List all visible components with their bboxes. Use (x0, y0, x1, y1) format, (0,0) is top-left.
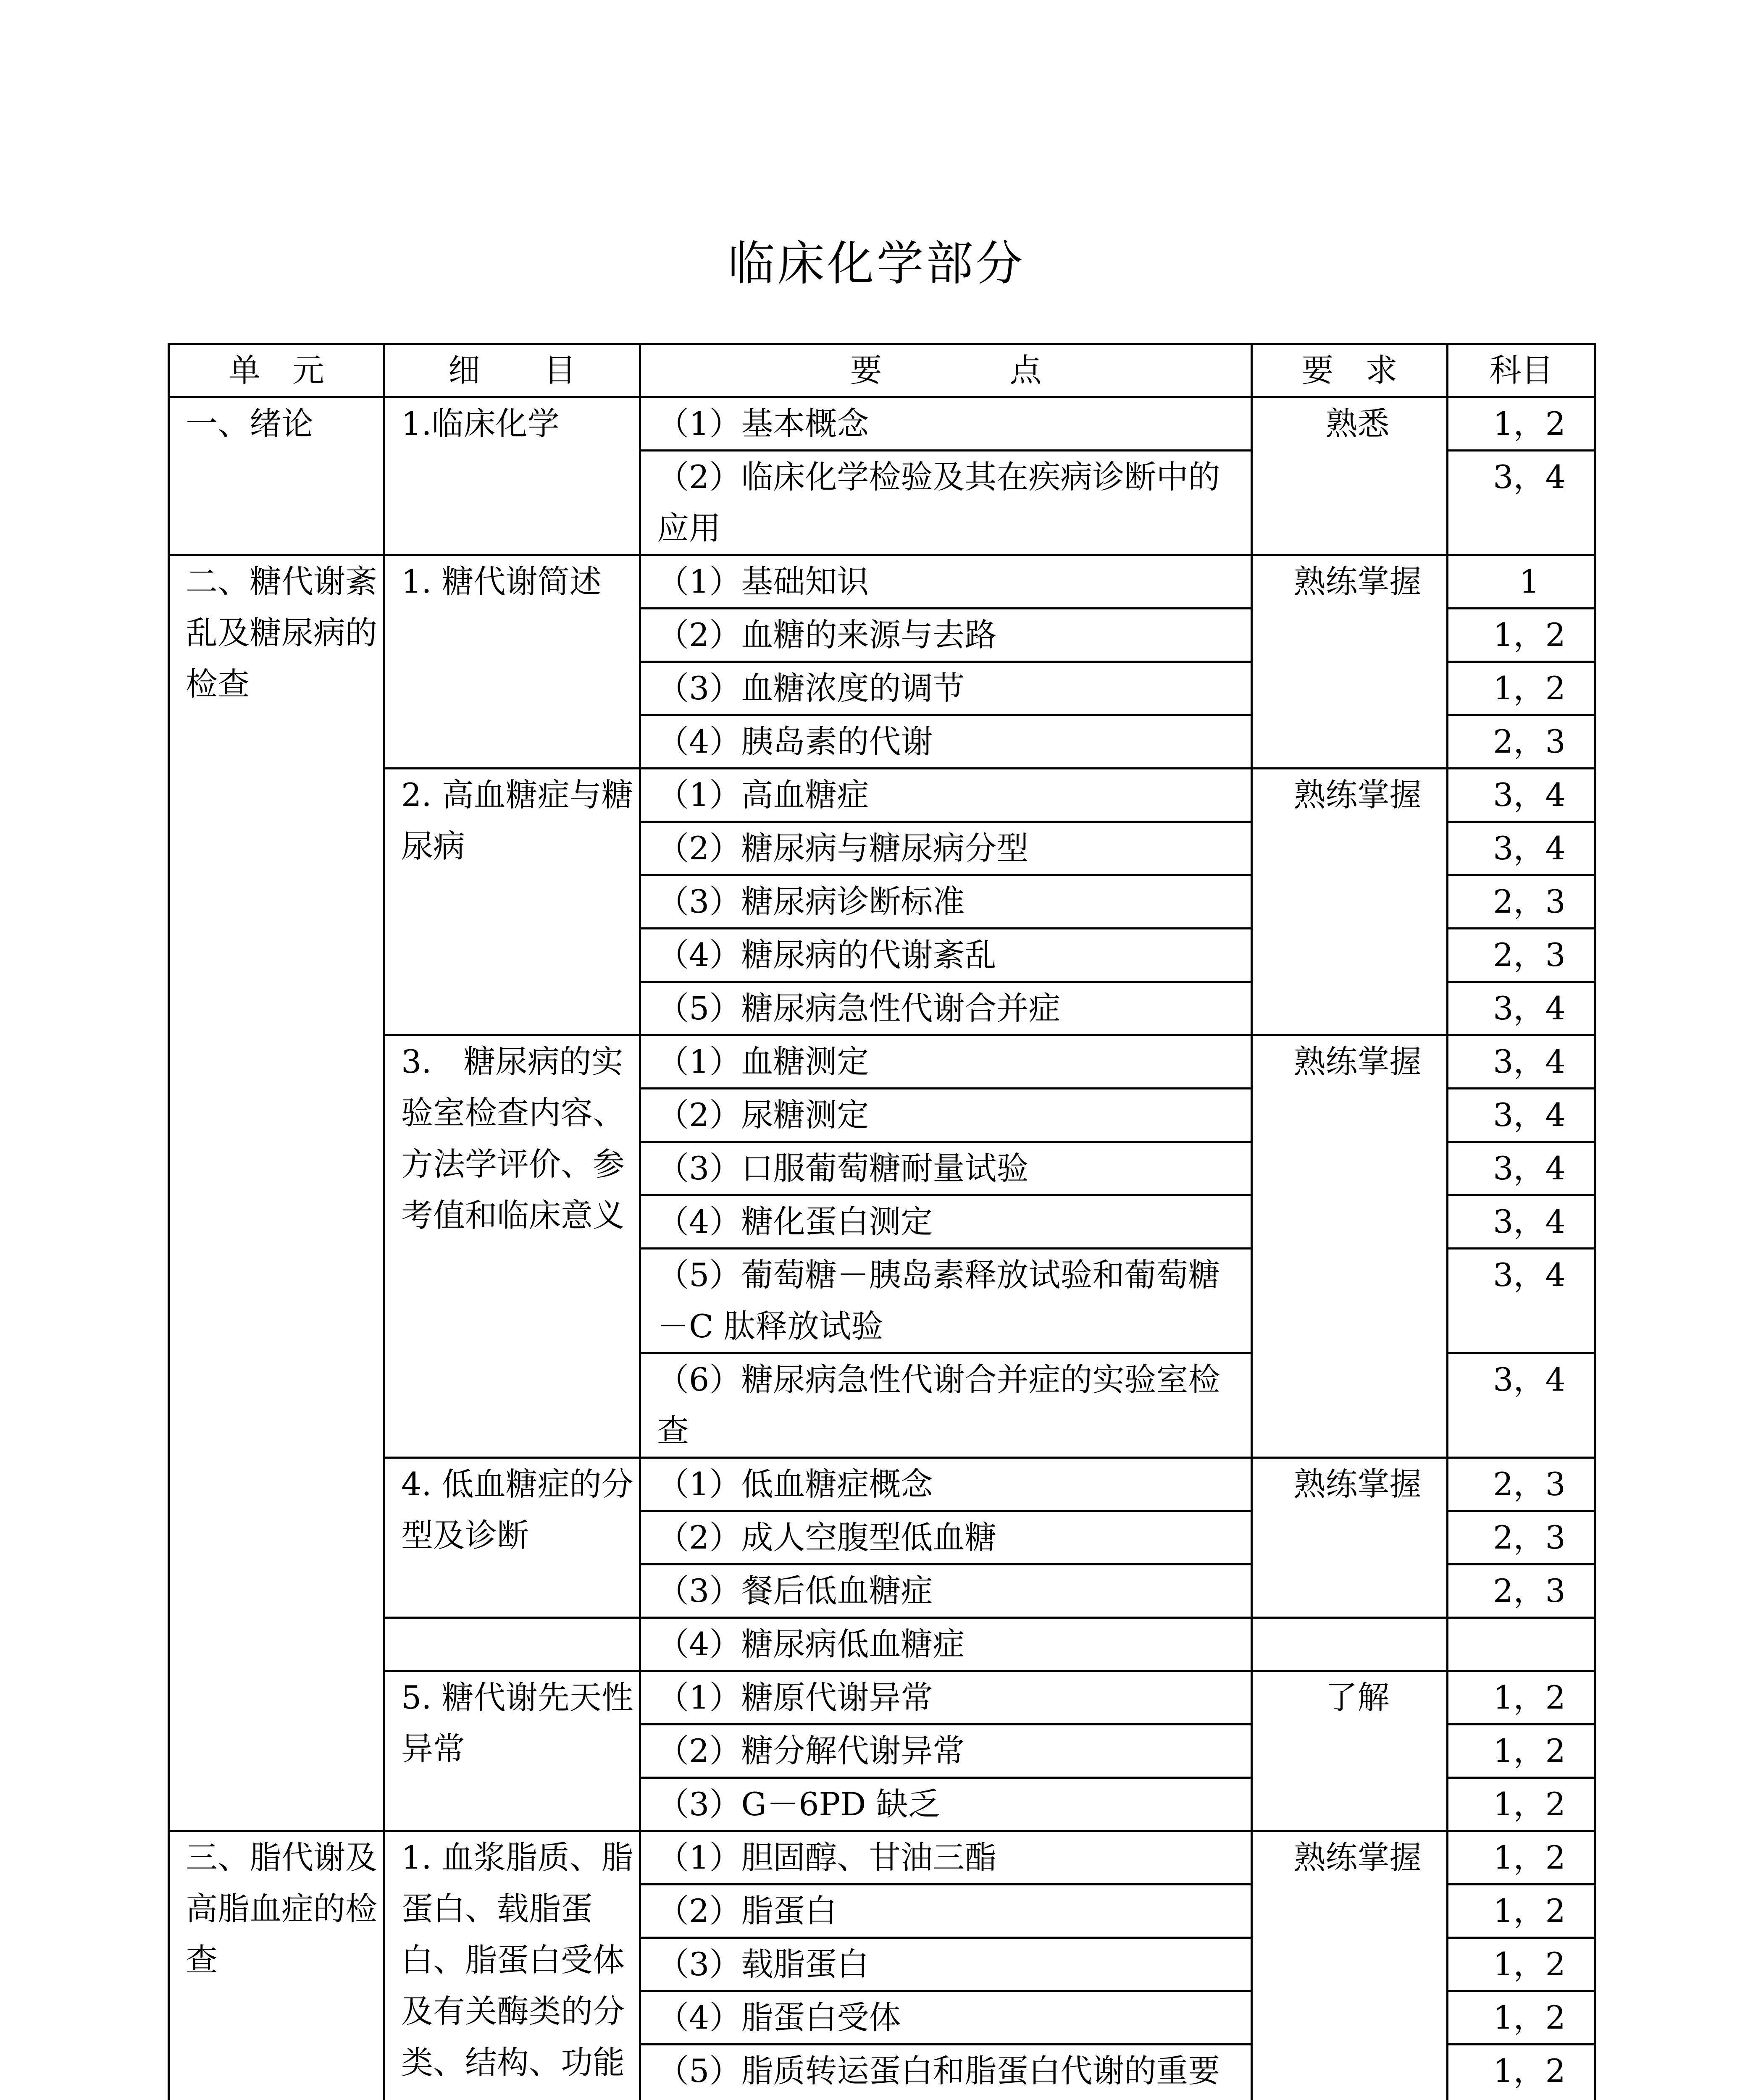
subject-cell: 3，4 (1448, 982, 1595, 1035)
subject-cell: 1，2 (1448, 1831, 1595, 1885)
syllabus-table (168, 343, 1596, 2100)
requirement-cell: 了解 (1252, 1671, 1448, 1831)
header-requirement: 要 求 (1252, 344, 1448, 397)
requirement-cell: 熟练掌握 (1252, 1035, 1448, 1458)
requirement-cell: 熟练掌握 (1252, 1831, 1448, 2100)
point-cell: （2）血糖的来源与去路 (640, 609, 1252, 662)
subject-cell: 1，2 (1448, 1725, 1595, 1778)
point-cell: （3）糖尿病诊断标准 (640, 875, 1252, 929)
table-row (169, 555, 1595, 609)
subject-cell: 3，4 (1448, 769, 1595, 822)
point-cell: （1）基本概念 (640, 397, 1252, 451)
point-cell: （1）基础知识 (640, 555, 1252, 609)
point-cell: （2）糖尿病与糖尿病分型 (640, 822, 1252, 875)
subject-cell: 2，3 (1448, 715, 1595, 769)
point-cell: （2）糖分解代谢异常 (640, 1725, 1252, 1778)
table-row (169, 1831, 1595, 1885)
point-cell: （3）G－6PD 缺乏 (640, 1778, 1252, 1831)
point-cell: （4）糖化蛋白测定 (640, 1195, 1252, 1249)
point-cell: （3）餐后低血糖症 (640, 1564, 1252, 1618)
point-cell: （2）脂蛋白 (640, 1885, 1252, 1938)
subject-cell: 2，3 (1448, 1564, 1595, 1618)
detail-cell (384, 1618, 640, 1671)
point-cell: （1）低血糖症概念 (640, 1458, 1252, 1511)
point-cell: （3）载脂蛋白 (640, 1938, 1252, 1991)
header-point: 要 点 (640, 344, 1252, 397)
subject-cell: 3，4 (1448, 822, 1595, 875)
requirement-cell: 熟练掌握 (1252, 1458, 1448, 1618)
subject-cell: 1，2 (1448, 662, 1595, 715)
subject-cell: 1，2 (1448, 1778, 1595, 1831)
header-unit: 单 元 (169, 344, 384, 397)
subject-cell: 1，2 (1448, 1885, 1595, 1938)
point-cell: （1）糖原代谢异常 (640, 1671, 1252, 1725)
subject-cell: 3，4 (1448, 1089, 1595, 1142)
detail-cell: 5. 糖代谢先天性异常 (384, 1671, 640, 1831)
header-subject: 科目 (1448, 344, 1595, 397)
subject-cell (1448, 1618, 1595, 1671)
subject-cell: 3，4 (1448, 1195, 1595, 1249)
subject-cell: 3，4 (1448, 1035, 1595, 1089)
detail-cell: 3. 糖尿病的实验室检查内容、方法学评价、参考值和临床意义 (384, 1035, 640, 1458)
detail-cell: 1.临床化学 (384, 397, 640, 555)
detail-cell: 1. 糖代谢简述 (384, 555, 640, 769)
unit-cell: 三、脂代谢及高脂血症的检查 (169, 1831, 384, 2100)
subject-cell: 1，2 (1448, 609, 1595, 662)
point-cell: （4）胰岛素的代谢 (640, 715, 1252, 769)
point-cell: （2）尿糖测定 (640, 1089, 1252, 1142)
requirement-cell (1252, 1618, 1448, 1671)
subject-cell: 2，3 (1448, 929, 1595, 982)
requirement-cell: 熟练掌握 (1252, 769, 1448, 1035)
point-cell: （5）脂质转运蛋白和脂蛋白代谢的重要 (640, 2045, 1252, 2100)
detail-cell: 1. 血浆脂质、脂蛋白、载脂蛋白、脂蛋白受体及有关酶类的分类、结构、功能 (384, 1831, 640, 2100)
point-cell: （1）高血糖症 (640, 769, 1252, 822)
point-cell: （4）糖尿病低血糖症 (640, 1618, 1252, 1671)
point-cell: （3）血糖浓度的调节 (640, 662, 1252, 715)
requirement-cell: 熟练掌握 (1252, 555, 1448, 769)
detail-cell: 4. 低血糖症的分型及诊断 (384, 1458, 640, 1618)
header-detail: 细 目 (384, 344, 640, 397)
subject-cell: 1，2 (1448, 1938, 1595, 1991)
point-cell: （6）糖尿病急性代谢合并症的实验室检查 (640, 1353, 1252, 1458)
point-cell: （1）血糖测定 (640, 1035, 1252, 1089)
point-cell: （2）成人空腹型低血糖 (640, 1511, 1252, 1564)
requirement-cell: 熟悉 (1252, 397, 1448, 555)
subject-cell: 3，4 (1448, 1249, 1595, 1353)
subject-cell: 1，2 (1448, 1671, 1595, 1725)
detail-cell: 2. 高血糖症与糖尿病 (384, 769, 640, 1035)
subject-cell: 1，2 (1448, 397, 1595, 451)
subject-cell: 1 (1448, 555, 1595, 609)
point-cell: （3）口服葡萄糖耐量试验 (640, 1142, 1252, 1195)
subject-cell: 3，4 (1448, 1142, 1595, 1195)
header-row (169, 344, 1595, 397)
point-cell: （2）临床化学检验及其在疾病诊断中的应用 (640, 451, 1252, 555)
point-cell: （1）胆固醇、甘油三酯 (640, 1831, 1252, 1885)
point-cell: （5）葡萄糖－胰岛素释放试验和葡萄糖－C 肽释放试验 (640, 1249, 1252, 1353)
unit-cell: 一、绪论 (169, 397, 384, 555)
subject-cell: 2，3 (1448, 875, 1595, 929)
subject-cell: 2，3 (1448, 1511, 1595, 1564)
subject-cell: 3，4 (1448, 451, 1595, 555)
unit-cell: 二、糖代谢紊乱及糖尿病的检查 (169, 555, 384, 1831)
subject-cell: 3，4 (1448, 1353, 1595, 1458)
table-row (169, 397, 1595, 451)
subject-cell: 1，2 (1448, 1991, 1595, 2045)
point-cell: （5）糖尿病急性代谢合并症 (640, 982, 1252, 1035)
subject-cell: 1，2 (1448, 2045, 1595, 2100)
point-cell: （4）脂蛋白受体 (640, 1991, 1252, 2045)
page-title: 临床化学部分 (728, 236, 1025, 291)
subject-cell: 2，3 (1448, 1458, 1595, 1511)
point-cell: （4）糖尿病的代谢紊乱 (640, 929, 1252, 982)
